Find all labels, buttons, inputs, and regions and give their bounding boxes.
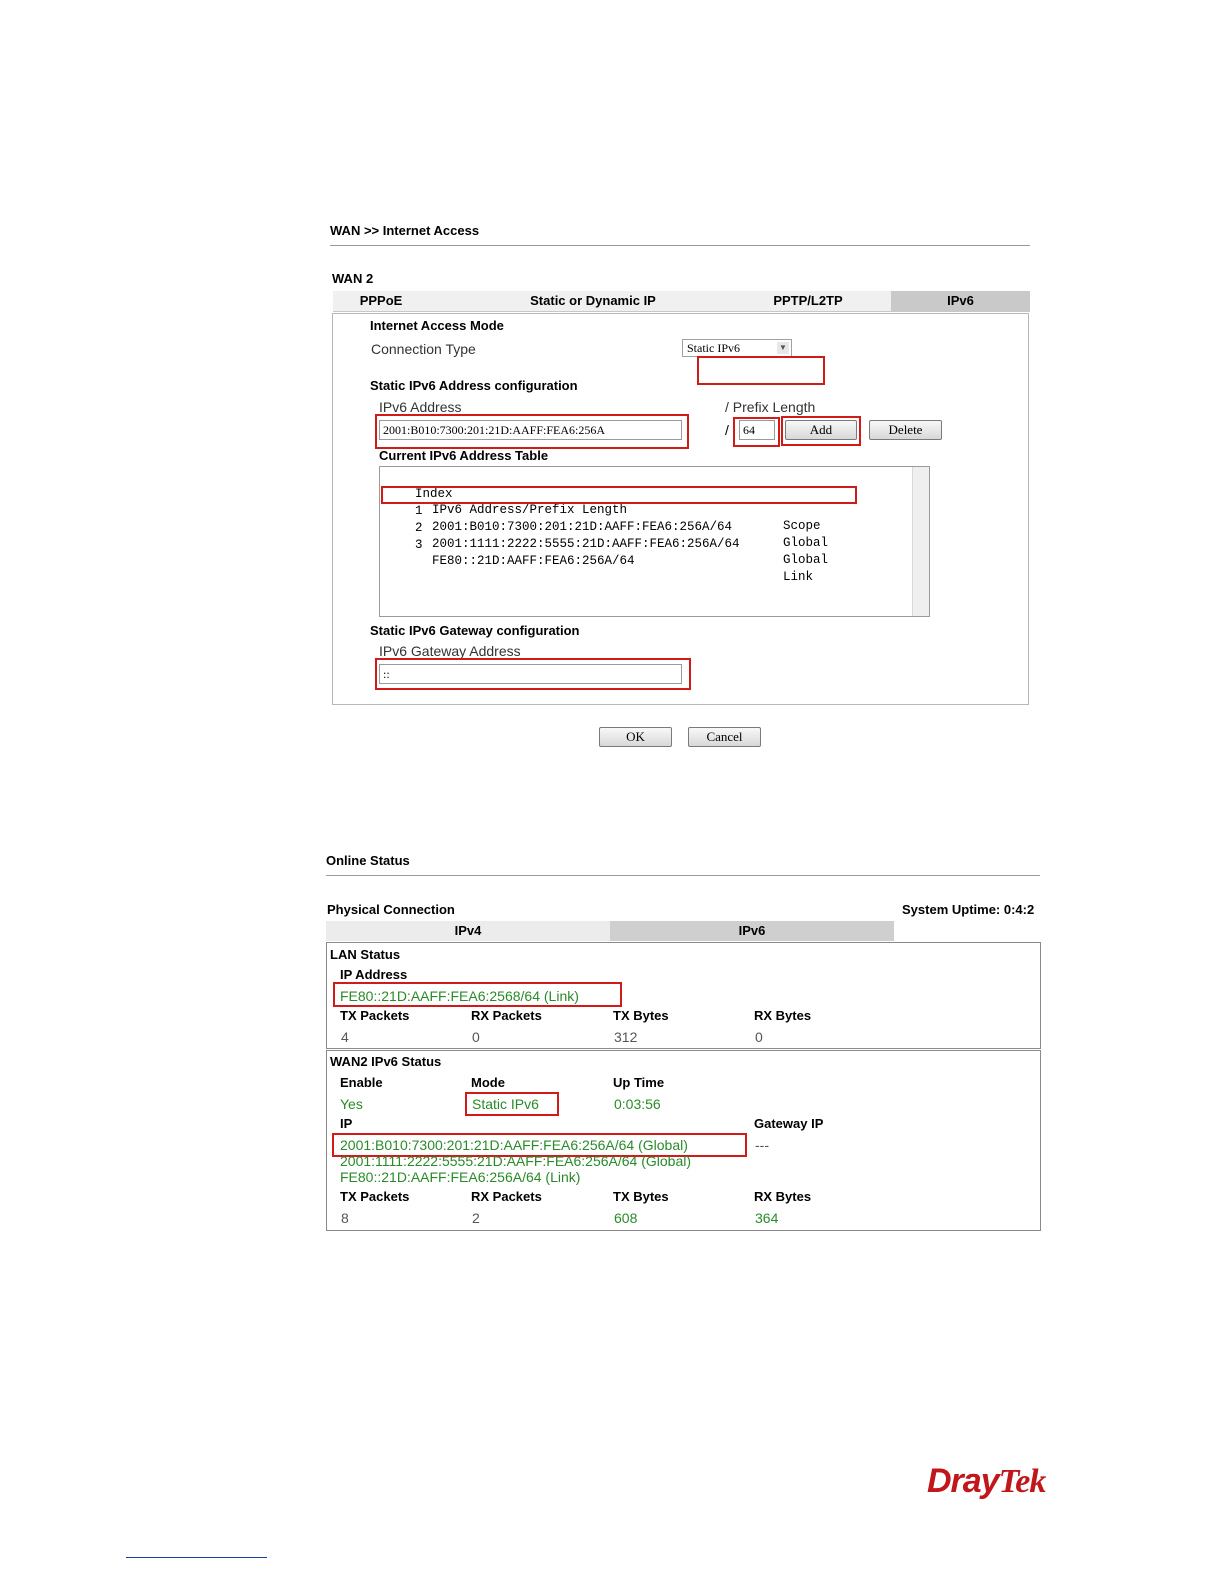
address-table-title: Current IPv6 Address Table bbox=[379, 448, 549, 463]
row-scope: Global bbox=[783, 536, 829, 550]
online-status-title: Online Status bbox=[326, 853, 410, 868]
wan-rx-bytes-label: RX Bytes bbox=[754, 1189, 812, 1204]
lan-rx-packets-value: 0 bbox=[472, 1029, 480, 1045]
tab-pptp-l2tp[interactable]: PPTP/L2TP bbox=[773, 293, 843, 308]
up-time-value: 0:03:56 bbox=[614, 1096, 661, 1112]
wan-tx-bytes-label: TX Bytes bbox=[613, 1189, 669, 1204]
wan-rx-bytes-value: 364 bbox=[755, 1210, 779, 1226]
breadcrumb: WAN >> Internet Access bbox=[330, 223, 480, 238]
highlight-box bbox=[375, 414, 689, 449]
highlight-box bbox=[697, 356, 825, 385]
system-uptime: System Uptime: 0:4:2 bbox=[902, 902, 1035, 917]
divider bbox=[330, 245, 1030, 246]
row-index: 3 bbox=[415, 538, 423, 552]
lan-ip-value: FE80::21D:AAFF:FEA6:2568/64 (Link) bbox=[340, 988, 579, 1004]
col-scope-header: Scope bbox=[783, 519, 821, 533]
col-address-header: IPv6 Address/Prefix Length bbox=[432, 503, 628, 517]
footer-line bbox=[126, 1557, 267, 1558]
wan-ip-3: FE80::21D:AAFF:FEA6:256A/64 (Link) bbox=[340, 1169, 581, 1185]
tab-ipv6[interactable]: IPv6 bbox=[891, 291, 1030, 311]
enable-label: Enable bbox=[340, 1075, 383, 1090]
wan-status-title: WAN2 IPv6 Status bbox=[330, 1054, 442, 1069]
row-address: 2001:B010:7300:201:21D:AAFF:FEA6:256A/64 bbox=[432, 520, 733, 534]
wan-ip-2: 2001:1111:2222:5555:21D:AAFF:FEA6:256A/64 (Global) bbox=[340, 1153, 692, 1169]
up-time-label: Up Time bbox=[613, 1075, 665, 1090]
highlight-box bbox=[381, 486, 857, 504]
lan-tx-packets-value: 4 bbox=[341, 1029, 349, 1045]
chevron-down-icon: ▼ bbox=[777, 342, 789, 354]
wan-label: WAN 2 bbox=[332, 271, 374, 286]
lan-rx-bytes-label: RX Bytes bbox=[754, 1008, 812, 1023]
row-address: FE80::21D:AAFF:FEA6:256A/64 bbox=[432, 554, 635, 568]
lan-rx-packets-label: RX Packets bbox=[471, 1008, 542, 1023]
gateway-config-title: Static IPv6 Gateway configuration bbox=[370, 623, 580, 638]
prefix-length-input[interactable]: 64 bbox=[739, 420, 775, 440]
highlight-box bbox=[733, 417, 780, 447]
tab-ipv6-status[interactable]: IPv6 bbox=[610, 921, 894, 941]
lan-tx-bytes-label: TX Bytes bbox=[613, 1008, 669, 1023]
tab-static-dynamic-ip[interactable]: Static or Dynamic IP bbox=[530, 293, 656, 308]
ip-label: IP bbox=[340, 1116, 353, 1131]
logo-part-tek: Tek bbox=[998, 1463, 1046, 1500]
divider bbox=[326, 875, 1040, 876]
ipv6-address-label: IPv6 Address bbox=[379, 399, 462, 415]
connection-type-select[interactable] bbox=[682, 339, 792, 357]
listbox-scrollbar[interactable] bbox=[912, 467, 929, 616]
row-address: 2001:1111:2222:5555:21D:AAFF:FEA6:256A/64 bbox=[432, 537, 740, 551]
draytek-logo bbox=[927, 1462, 1045, 1501]
wan-tx-bytes-value: 608 bbox=[614, 1210, 638, 1226]
row-index: 2 bbox=[415, 521, 423, 535]
wan-tab-bar bbox=[333, 291, 1030, 312]
physical-connection-label: Physical Connection bbox=[327, 902, 455, 917]
gateway-ip-label: Gateway IP bbox=[754, 1116, 824, 1131]
highlight-box bbox=[781, 416, 861, 446]
highlight-box bbox=[333, 982, 622, 1007]
highlight-box bbox=[375, 658, 691, 690]
gateway-address-input[interactable]: :: bbox=[379, 664, 682, 684]
tab-ipv4[interactable]: IPv4 bbox=[454, 923, 482, 938]
wan-ip-1: 2001:B010:7300:201:21D:AAFF:FEA6:256A/64 (Global) bbox=[340, 1137, 688, 1153]
lan-tx-packets-label: TX Packets bbox=[340, 1008, 410, 1023]
gateway-address-label: IPv6 Gateway Address bbox=[379, 643, 521, 659]
mode-value: Static IPv6 bbox=[472, 1096, 539, 1112]
lan-status-title: LAN Status bbox=[330, 947, 401, 962]
lan-tx-bytes-value: 312 bbox=[614, 1029, 638, 1045]
row-scope: Link bbox=[783, 570, 814, 584]
prefix-length-label: / Prefix Length bbox=[725, 399, 816, 415]
internet-access-mode-title: Internet Access Mode bbox=[370, 318, 504, 333]
row-scope: Global bbox=[783, 553, 829, 567]
col-index-header: Index bbox=[415, 487, 453, 501]
row-index: 1 bbox=[415, 504, 423, 518]
ok-button[interactable]: OK bbox=[599, 727, 672, 747]
wan-tx-packets-label: TX Packets bbox=[340, 1189, 410, 1204]
cancel-button[interactable]: Cancel bbox=[688, 727, 761, 747]
lan-rx-bytes-value: 0 bbox=[755, 1029, 763, 1045]
gateway-ip-value: --- bbox=[755, 1137, 769, 1153]
tab-pppoe[interactable]: PPPoE bbox=[359, 293, 403, 308]
highlight-box bbox=[465, 1092, 559, 1116]
status-tab-bar bbox=[326, 921, 894, 941]
delete-button[interactable]: Delete bbox=[869, 420, 942, 440]
wan-rx-packets-label: RX Packets bbox=[471, 1189, 542, 1204]
prefix-slash: / bbox=[725, 422, 729, 438]
mode-label: Mode bbox=[471, 1075, 505, 1090]
lan-ip-label: IP Address bbox=[340, 967, 408, 982]
enable-value: Yes bbox=[340, 1096, 363, 1112]
static-config-title: Static IPv6 Address configuration bbox=[370, 378, 578, 393]
add-button[interactable]: Add bbox=[785, 420, 857, 440]
ipv6-address-input[interactable]: 2001:B010:7300:201:21D:AAFF:FEA6:256A bbox=[379, 420, 682, 440]
wan-rx-packets-value: 2 bbox=[472, 1210, 480, 1226]
connection-type-value: Static IPv6 bbox=[687, 341, 740, 355]
connection-type-label: Connection Type bbox=[371, 341, 476, 357]
wan-tx-packets-value: 8 bbox=[341, 1210, 349, 1226]
logo-part-dray: Dray bbox=[927, 1462, 999, 1500]
